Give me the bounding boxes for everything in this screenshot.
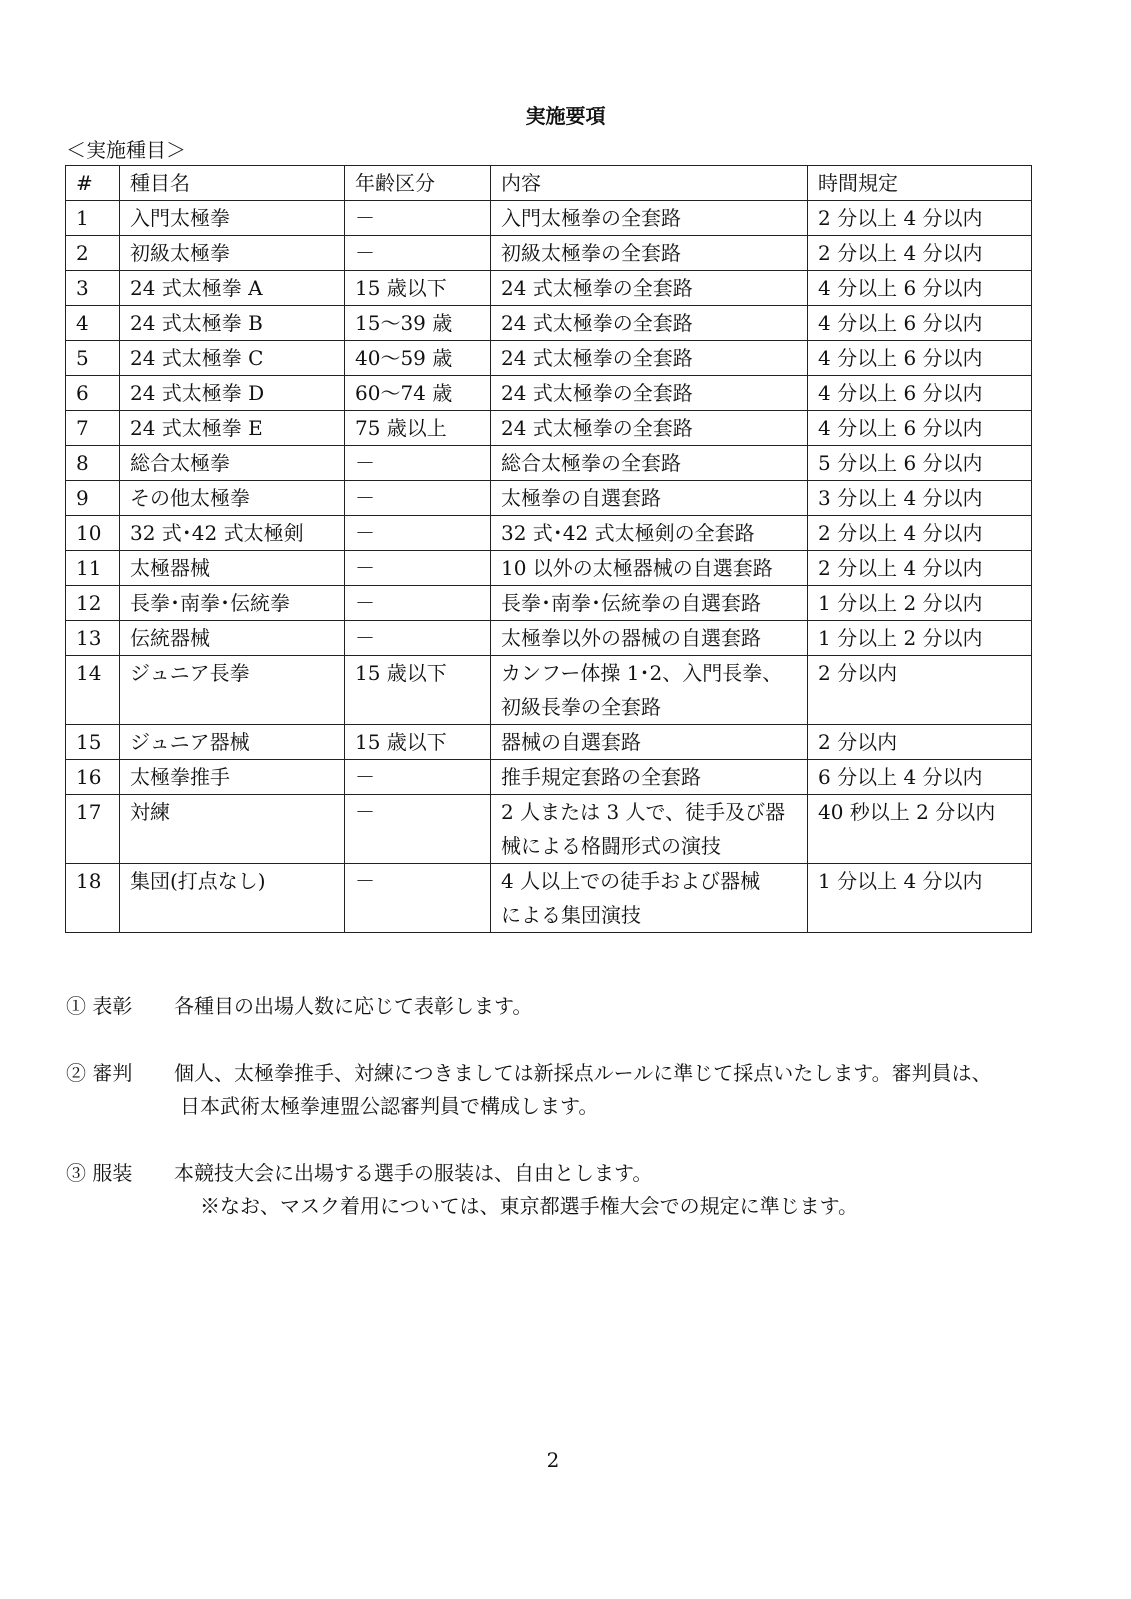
cell-time-rule: 4 分以上 6 分以内 xyxy=(808,271,1032,306)
cell-time-rule: 1 分以上 4 分以内 xyxy=(808,864,1032,933)
content-line: 太極拳の自選套路 xyxy=(501,486,661,510)
table-row xyxy=(66,725,1032,760)
cell-event-name: 太極器械 xyxy=(120,551,345,586)
table-row xyxy=(66,621,1032,656)
cell-number: 10 xyxy=(66,516,120,551)
cell-number: 9 xyxy=(66,481,120,516)
cell-event-name: 24 式太極拳 A xyxy=(120,271,345,306)
cell-event-name: 24 式太極拳 D xyxy=(120,376,345,411)
note-label: ③ 服装 xyxy=(66,1161,133,1185)
cell-time-rule: 40 秒以上 2 分以内 xyxy=(808,795,1032,864)
cell-number: 2 xyxy=(66,236,120,271)
content-line: 長拳･南拳･伝統拳の自選套路 xyxy=(501,591,761,615)
content-line: 械による格闘形式の演技 xyxy=(501,834,721,858)
cell-age-group: － xyxy=(345,551,491,586)
content-line: カンフー体操 1･2、入門長拳、 xyxy=(501,661,783,685)
cell-event-name: ジュニア長拳 xyxy=(120,656,345,725)
note-item xyxy=(66,1157,858,1223)
content-line: 24 式太極拳の全套路 xyxy=(501,416,693,440)
content-line: 24 式太極拳の全套路 xyxy=(501,276,693,300)
cell-number: 17 xyxy=(66,795,120,864)
cell-age-group: 60～74 歳 xyxy=(345,376,491,411)
table-row xyxy=(66,795,1032,864)
cell-number: 5 xyxy=(66,341,120,376)
cell-time-rule: 1 分以上 2 分以内 xyxy=(808,621,1032,656)
cell-time-rule: 4 分以上 6 分以内 xyxy=(808,376,1032,411)
note-label: ① 表彰 xyxy=(66,994,133,1018)
cell-content xyxy=(491,341,808,376)
table-row xyxy=(66,306,1032,341)
cell-event-name: 総合太極拳 xyxy=(120,446,345,481)
cell-age-group: 75 歳以上 xyxy=(345,411,491,446)
cell-content xyxy=(491,236,808,271)
cell-content xyxy=(491,411,808,446)
content-line: 24 式太極拳の全套路 xyxy=(501,346,693,370)
note-text: ※なお、マスク着用については、東京都選手権大会での規定に準じます。 xyxy=(180,1194,858,1218)
cell-time-rule: 4 分以上 6 分以内 xyxy=(808,341,1032,376)
table-row xyxy=(66,446,1032,481)
cell-age-group: － xyxy=(345,446,491,481)
cell-age-group: 15～39 歳 xyxy=(345,306,491,341)
content-line: 初級太極拳の全套路 xyxy=(501,241,681,265)
cell-event-name: 24 式太極拳 C xyxy=(120,341,345,376)
cell-number: 14 xyxy=(66,656,120,725)
cell-event-name: 初級太極拳 xyxy=(120,236,345,271)
cell-time-rule: 2 分以上 4 分以内 xyxy=(808,516,1032,551)
content-line: 器械の自選套路 xyxy=(501,730,641,754)
content-line: 24 式太極拳の全套路 xyxy=(501,381,693,405)
table-row xyxy=(66,201,1032,236)
cell-number: 4 xyxy=(66,306,120,341)
table-row xyxy=(66,236,1032,271)
cell-time-rule: 5 分以上 6 分以内 xyxy=(808,446,1032,481)
cell-content xyxy=(491,551,808,586)
content-line: による集団演技 xyxy=(501,903,641,927)
header-age-group: 年齢区分 xyxy=(345,166,491,201)
cell-age-group: － xyxy=(345,201,491,236)
cell-time-rule: 2 分以上 4 分以内 xyxy=(808,201,1032,236)
content-line: 総合太極拳の全套路 xyxy=(501,451,681,475)
cell-content xyxy=(491,795,808,864)
cell-event-name: 伝統器械 xyxy=(120,621,345,656)
table-row xyxy=(66,516,1032,551)
cell-age-group: － xyxy=(345,795,491,864)
cell-number: 7 xyxy=(66,411,120,446)
table-row xyxy=(66,586,1032,621)
content-line: 初級長拳の全套路 xyxy=(501,695,661,719)
cell-event-name: 集団(打点なし) xyxy=(120,864,345,933)
cell-age-group: － xyxy=(345,621,491,656)
content-line: 推手規定套路の全套路 xyxy=(501,765,701,789)
cell-number: 15 xyxy=(66,725,120,760)
cell-time-rule: 2 分以上 4 分以内 xyxy=(808,236,1032,271)
cell-age-group: － xyxy=(345,864,491,933)
cell-time-rule: 1 分以上 2 分以内 xyxy=(808,586,1032,621)
cell-event-name: その他太極拳 xyxy=(120,481,345,516)
cell-event-name: 32 式･42 式太極剣 xyxy=(120,516,345,551)
cell-event-name: 24 式太極拳 B xyxy=(120,306,345,341)
cell-age-group: 15 歳以下 xyxy=(345,656,491,725)
table-header-row xyxy=(66,166,1032,201)
cell-content xyxy=(491,864,808,933)
table-row xyxy=(66,481,1032,516)
header-time-rule: 時間規定 xyxy=(808,166,1032,201)
cell-age-group: － xyxy=(345,516,491,551)
table-row xyxy=(66,760,1032,795)
note-item xyxy=(66,1057,992,1123)
note-text: 個人、太極拳推手、対練につきましては新採点ルールに準じて採点いたします。審判員は、 xyxy=(174,1061,992,1085)
cell-content xyxy=(491,621,808,656)
cell-content xyxy=(491,446,808,481)
cell-content xyxy=(491,201,808,236)
cell-time-rule: 3 分以上 4 分以内 xyxy=(808,481,1032,516)
cell-event-name: 入門太極拳 xyxy=(120,201,345,236)
content-line: 4 人以上での徒手および器械 xyxy=(501,869,761,893)
cell-time-rule: 6 分以上 4 分以内 xyxy=(808,760,1032,795)
cell-content xyxy=(491,376,808,411)
table-row xyxy=(66,341,1032,376)
header-event-name: 種目名 xyxy=(120,166,345,201)
cell-content xyxy=(491,306,808,341)
cell-age-group: 40～59 歳 xyxy=(345,341,491,376)
note-text: 本競技大会に出場する選手の服装は、自由とします。 xyxy=(174,1161,653,1185)
events-table xyxy=(65,165,1032,933)
content-line: 入門太極拳の全套路 xyxy=(501,206,681,230)
cell-content xyxy=(491,725,808,760)
cell-number: 12 xyxy=(66,586,120,621)
cell-number: 6 xyxy=(66,376,120,411)
cell-age-group: － xyxy=(345,481,491,516)
cell-content xyxy=(491,760,808,795)
table-row xyxy=(66,271,1032,306)
note-text: 日本武術太極拳連盟公認審判員で構成します。 xyxy=(180,1094,599,1118)
cell-number: 16 xyxy=(66,760,120,795)
table-row xyxy=(66,376,1032,411)
table-row xyxy=(66,551,1032,586)
table-body xyxy=(66,201,1032,933)
cell-age-group: － xyxy=(345,760,491,795)
cell-age-group: 15 歳以下 xyxy=(345,271,491,306)
cell-number: 3 xyxy=(66,271,120,306)
page-title: 実施要項 xyxy=(525,104,606,128)
cell-event-name: 対練 xyxy=(120,795,345,864)
content-line: 10 以外の太極器械の自選套路 xyxy=(501,556,773,580)
cell-number: 1 xyxy=(66,201,120,236)
cell-number: 13 xyxy=(66,621,120,656)
content-line: 2 人または 3 人で、徒手及び器 xyxy=(501,800,786,824)
cell-event-name: 長拳･南拳･伝統拳 xyxy=(120,586,345,621)
cell-content xyxy=(491,586,808,621)
cell-time-rule: 2 分以内 xyxy=(808,725,1032,760)
cell-event-name: 24 式太極拳 E xyxy=(120,411,345,446)
cell-age-group: － xyxy=(345,236,491,271)
header-content: 内容 xyxy=(491,166,808,201)
note-text: 各種目の出場人数に応じて表彰します。 xyxy=(174,994,533,1018)
cell-content xyxy=(491,516,808,551)
cell-time-rule: 4 分以上 6 分以内 xyxy=(808,411,1032,446)
page-number: 2 xyxy=(546,1448,560,1472)
cell-time-rule: 2 分以上 4 分以内 xyxy=(808,551,1032,586)
cell-content xyxy=(491,481,808,516)
note-item xyxy=(66,990,532,1023)
cell-time-rule: 2 分以内 xyxy=(808,656,1032,725)
table-row xyxy=(66,411,1032,446)
cell-number: 11 xyxy=(66,551,120,586)
cell-age-group: 15 歳以下 xyxy=(345,725,491,760)
cell-age-group: － xyxy=(345,586,491,621)
table-row xyxy=(66,864,1032,933)
note-label: ② 審判 xyxy=(66,1061,133,1085)
table-row xyxy=(66,656,1032,725)
content-line: 太極拳以外の器械の自選套路 xyxy=(501,626,761,650)
cell-content xyxy=(491,271,808,306)
cell-time-rule: 4 分以上 6 分以内 xyxy=(808,306,1032,341)
content-line: 32 式･42 式太極剣の全套路 xyxy=(501,521,755,545)
cell-event-name: ジュニア器械 xyxy=(120,725,345,760)
content-line: 24 式太極拳の全套路 xyxy=(501,311,693,335)
cell-content xyxy=(491,656,808,725)
cell-number: 18 xyxy=(66,864,120,933)
cell-event-name: 太極拳推手 xyxy=(120,760,345,795)
section-subtitle: ＜実施種目＞ xyxy=(66,138,186,162)
header-number: # xyxy=(66,166,120,201)
cell-number: 8 xyxy=(66,446,120,481)
